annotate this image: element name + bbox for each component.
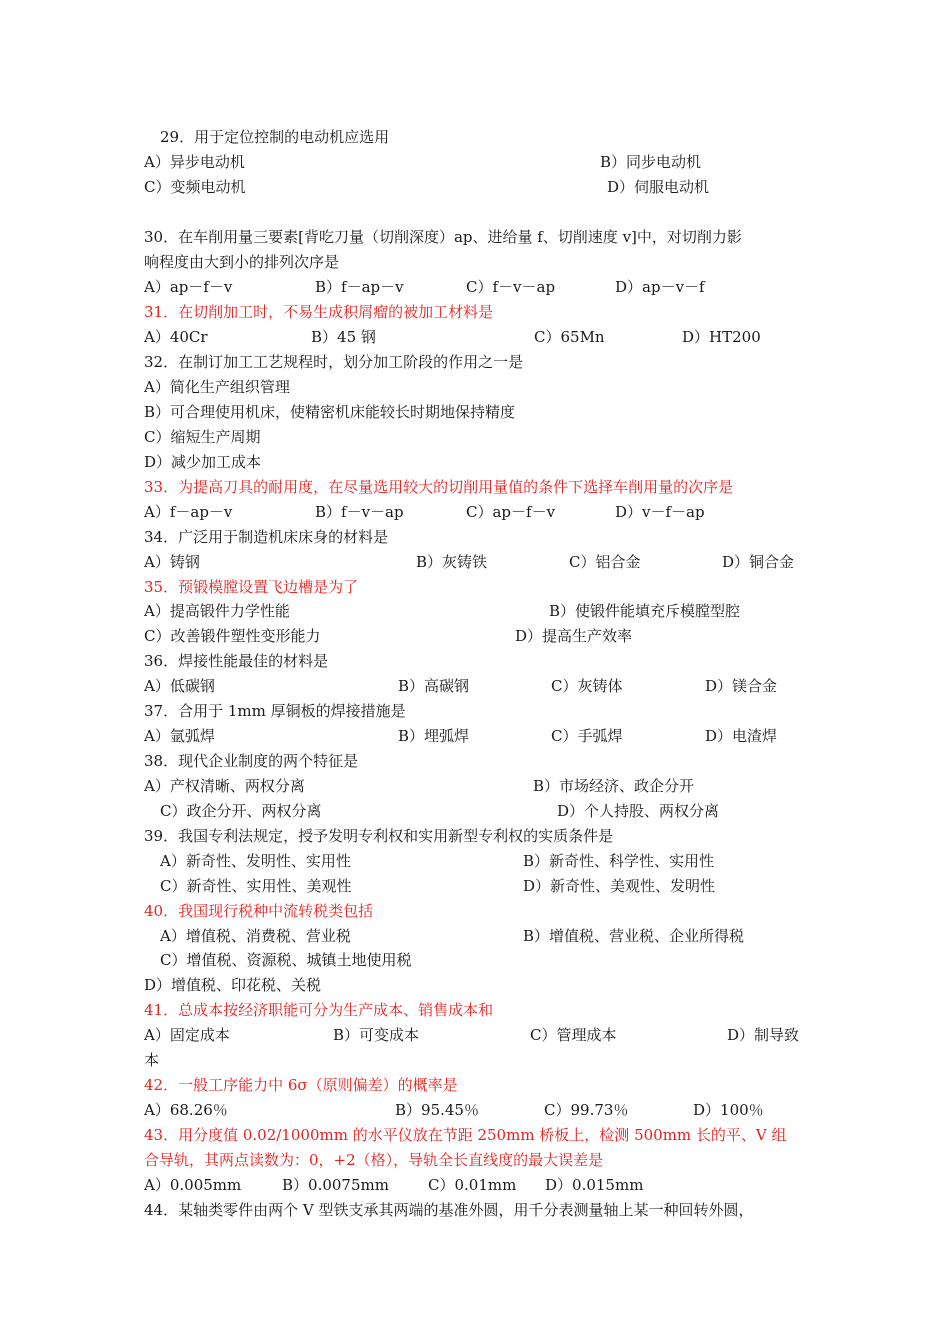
q39-option-b: B）新奇性、科学性、实用性 [523, 852, 715, 870]
q31-option-a: A）40Cr [144, 328, 208, 346]
q29-option-b: B）同步电动机 [600, 153, 702, 171]
question-30-line-1: 30．在车削用量三要素[背吃刀量（切削深度）ap、进给量 f、切削速度 v]中，对切削力影 [144, 228, 742, 246]
q30-option-d: D）ap－v－f [615, 278, 705, 296]
q40-option-d: D）增值税、印花税、关税 [144, 976, 322, 994]
q35-option-a: A）提高锻件力学性能 [144, 602, 290, 620]
q32-option-b: B）可合理使用机床，使精密机床能较长时期地保持精度 [144, 403, 516, 421]
q31-option-b: B）45 钢 [311, 328, 376, 346]
q36-option-c: C）灰铸体 [551, 677, 623, 695]
q39-option-c: C）新奇性、实用性、美观性 [160, 877, 352, 895]
question-39: 39．我国专利法规定，授予发明专利权和实用新型专利权的实质条件是 [144, 827, 614, 845]
q43-option-d: D）0.015mm [545, 1176, 644, 1194]
question-31: 31．在切削加工时，不易生成积屑瘤的被加工材料是 [144, 303, 494, 321]
question-43-line-2: 合导轨，其两点读数为：0，+2（格），导轨全长直线度的最大误差是 [144, 1151, 604, 1169]
question-36: 36．焊接性能最佳的材料是 [144, 652, 329, 670]
q34-option-a: A）铸钢 [144, 553, 200, 571]
q41-option-c: C）管理成本 [530, 1026, 617, 1044]
q31-option-c: C）65Mn [534, 328, 605, 346]
q33-option-a: A）f－ap－v [144, 503, 233, 521]
q39-option-a: A）新奇性、发明性、实用性 [160, 852, 351, 870]
q33-option-b: B）f－v－ap [315, 503, 404, 521]
question-33: 33．为提高刀具的耐用度，在尽量选用较大的切削用量值的条件下选择车削用量的次序是 [144, 478, 734, 496]
q37-option-b: B）埋弧焊 [398, 727, 470, 745]
question-30-line-2: 响程度由大到小的排列次序是 [144, 253, 340, 271]
question-44: 44．某轴类零件由两个 V 型铁支承其两端的基准外圆，用千分表测量轴上某一种回转外圆， [144, 1201, 754, 1219]
q42-option-c: C）99.73％ [544, 1101, 629, 1119]
q29-option-c: C）变频电动机 [144, 178, 246, 196]
q34-option-c: C）铝合金 [569, 553, 641, 571]
q42-option-d: D）100％ [693, 1101, 764, 1119]
q37-option-d: D）电渣焊 [705, 727, 778, 745]
q30-option-b: B）f－ap－v [315, 278, 404, 296]
q42-option-b: B）95.45％ [395, 1101, 479, 1119]
q38-option-d: D）个人持股、两权分离 [557, 802, 720, 820]
question-40: 40．我国现行税种中流转税类包括 [144, 902, 374, 920]
question-35: 35．预锻模膛设置飞边槽是为了 [144, 578, 359, 596]
q35-option-c: C）改善锻件塑性变形能力 [144, 627, 321, 645]
q35-option-d: D）提高生产效率 [515, 627, 633, 645]
q38-option-c: C）政企分开、两权分离 [160, 802, 322, 820]
q43-option-c: C）0.01mm [428, 1176, 517, 1194]
q32-option-c: C）缩短生产周期 [144, 428, 261, 446]
q29-option-d: D）伺服电动机 [607, 178, 710, 196]
question-29: 29．用于定位控制的电动机应选用 [160, 128, 390, 146]
q33-option-c: C）ap－f－v [466, 503, 556, 521]
question-37: 37．合用于 1mm 厚铜板的焊接措施是 [144, 702, 406, 720]
q38-option-a: A）产权清晰、两权分离 [144, 777, 305, 795]
q41-option-d: D）制导致 [727, 1026, 800, 1044]
q34-option-b: B）灰铸铁 [416, 553, 488, 571]
q37-option-c: C）手弧焊 [551, 727, 623, 745]
q37-option-a: A）氩弧焊 [144, 727, 215, 745]
q31-option-d: D）HT200 [682, 328, 761, 346]
q40-option-b: B）增值税、营业税、企业所得税 [523, 927, 745, 945]
q36-option-b: B）高碳钢 [398, 677, 470, 695]
q32-option-d: D）减少加工成本 [144, 453, 262, 471]
question-43-line-1: 43．用分度值 0.02/1000mm 的水平仪放在节距 250mm 桥板上，检测 500mm 长的平、V 组 [144, 1126, 787, 1144]
q36-option-d: D）镁合金 [705, 677, 778, 695]
q41-option-a: A）固定成本 [144, 1026, 230, 1044]
q32-option-a: A）简化生产组织管理 [144, 378, 290, 396]
question-41: 41．总成本按经济职能可分为生产成本、销售成本和 [144, 1001, 494, 1019]
question-32: 32．在制订加工工艺规程时，划分加工阶段的作用之一是 [144, 353, 524, 371]
q29-option-a: A）异步电动机 [144, 153, 245, 171]
q38-option-b: B）市场经济、政企分开 [533, 777, 695, 795]
q41-option-b: B）可变成本 [333, 1026, 420, 1044]
q30-option-a: A）ap－f－v [144, 278, 233, 296]
q43-option-b: B）0.0075mm [282, 1176, 389, 1194]
question-38: 38．现代企业制度的两个特征是 [144, 752, 359, 770]
q40-option-a: A）增值税、消费税、营业税 [160, 927, 351, 945]
q39-option-d: D）新奇性、美观性、发明性 [523, 877, 716, 895]
q43-option-a: A）0.005mm [144, 1176, 242, 1194]
q35-option-b: B）使锻件能填充斥模膛型腔 [549, 602, 741, 620]
q42-option-a: A）68.26％ [144, 1101, 228, 1119]
q41-option-d-wrap: 本 [144, 1051, 160, 1069]
question-34: 34．广泛用于制造机床床身的材料是 [144, 528, 389, 546]
q30-option-c: C）f－v－ap [466, 278, 556, 296]
q40-option-c: C）增值税、资源税、城镇土地使用税 [160, 951, 412, 969]
q36-option-a: A）低碳钢 [144, 677, 215, 695]
q33-option-d: D）v－f－ap [615, 503, 705, 521]
question-42: 42．一般工序能力中 6σ（原则偏差）的概率是 [144, 1076, 458, 1094]
q34-option-d: D）铜合金 [722, 553, 795, 571]
